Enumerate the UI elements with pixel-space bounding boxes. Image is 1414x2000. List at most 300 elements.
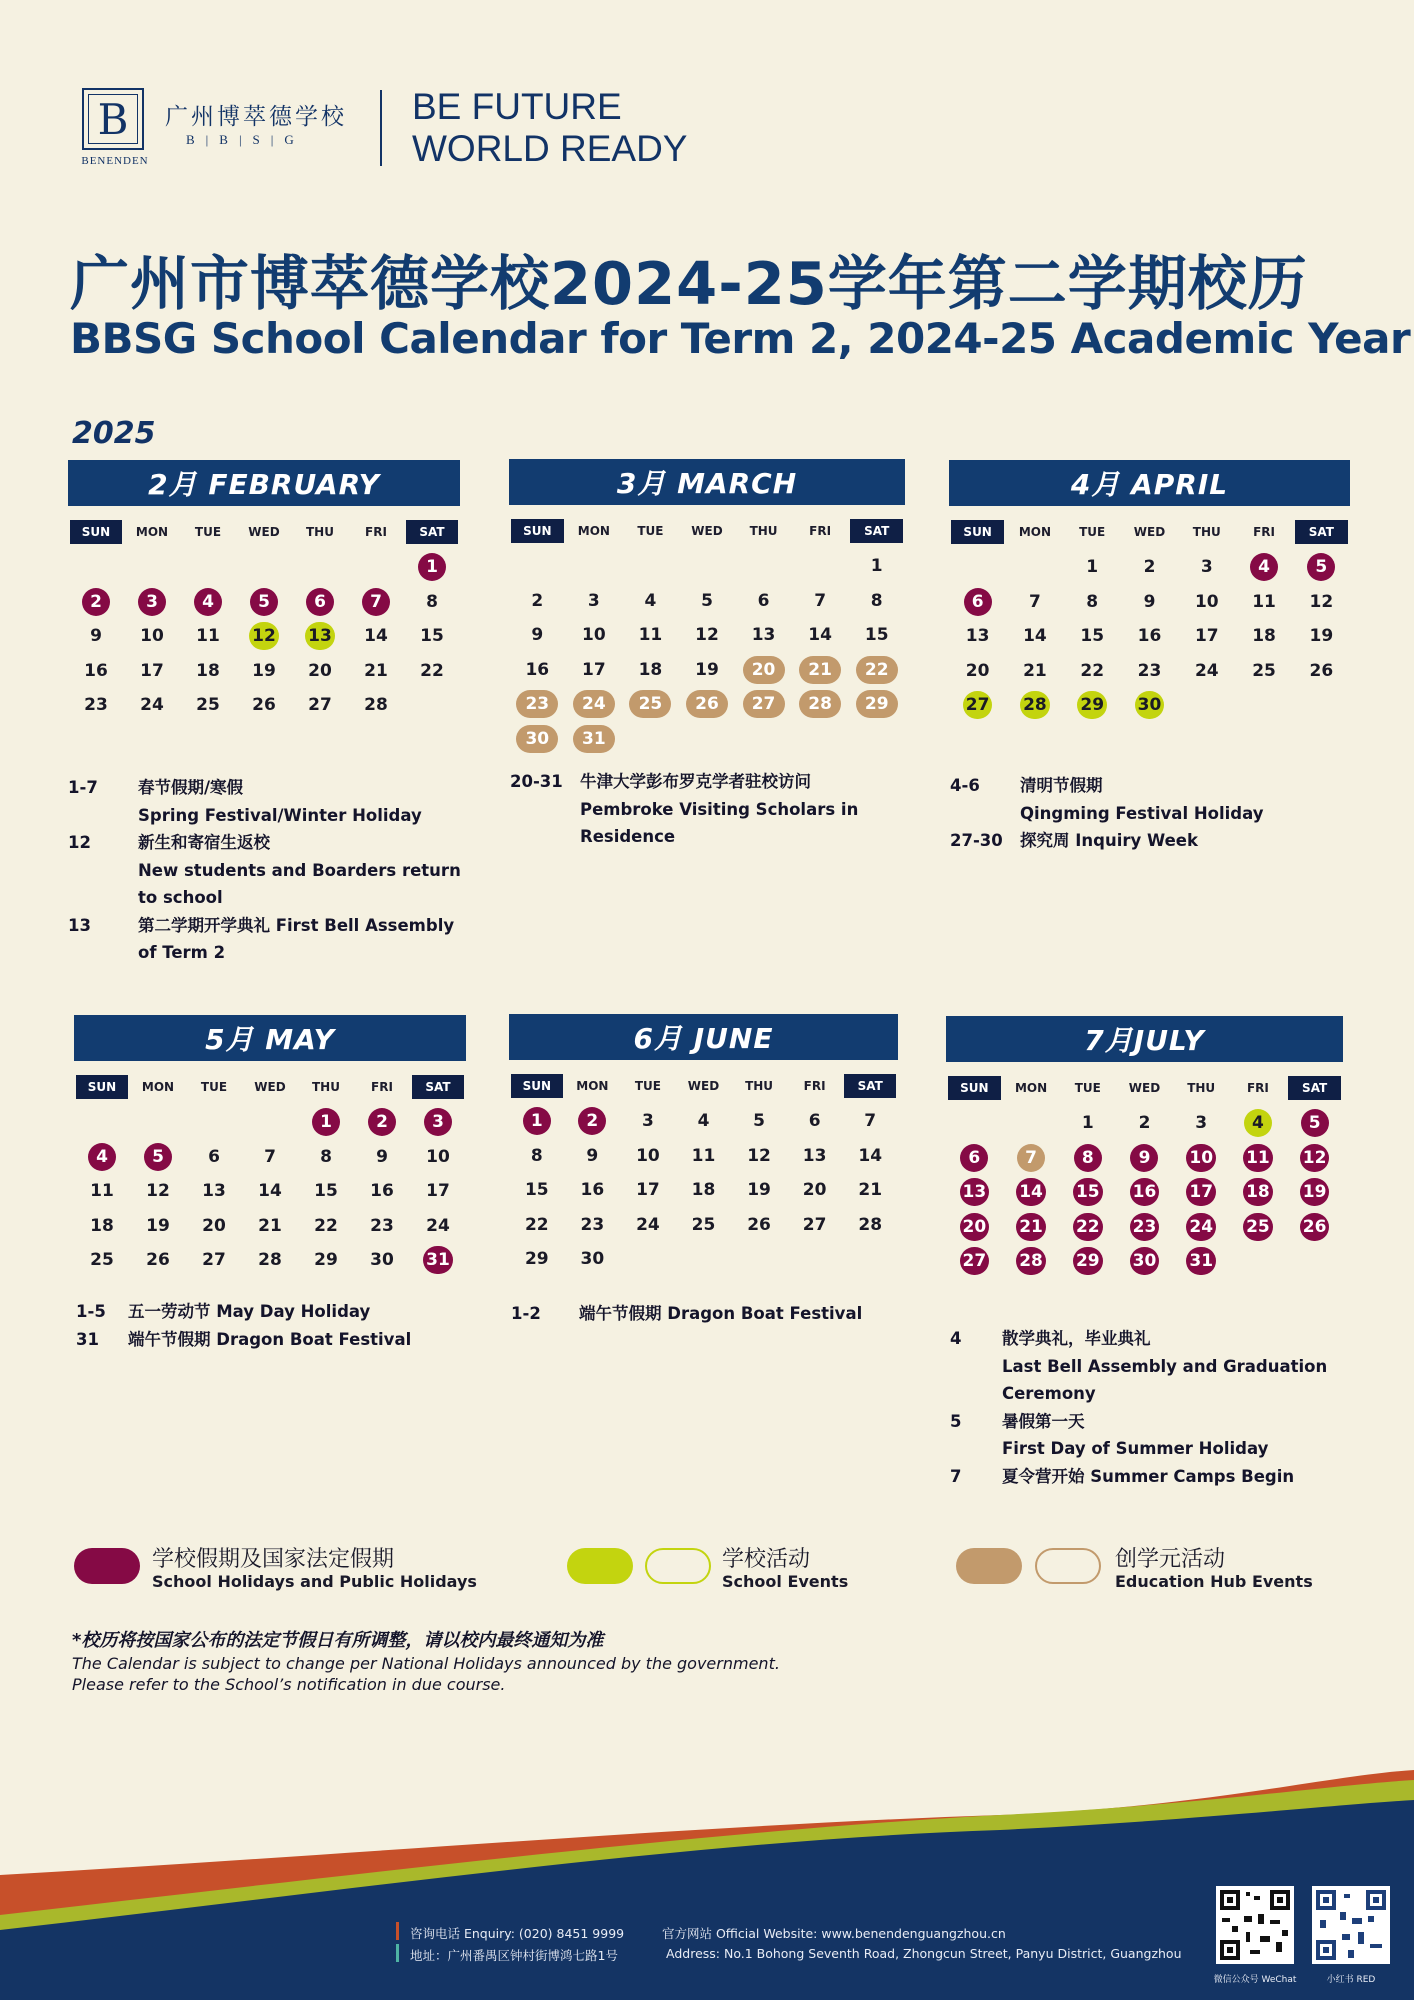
day-number: 17 bbox=[636, 1180, 660, 1201]
day-cell bbox=[124, 654, 180, 689]
day-cell bbox=[186, 1140, 242, 1175]
day-cell bbox=[242, 1243, 298, 1278]
day-cell bbox=[1235, 550, 1292, 585]
weekday-label: MON bbox=[135, 525, 169, 539]
day-cell bbox=[410, 1140, 466, 1175]
day-number: 10 bbox=[1194, 591, 1219, 612]
day-cell bbox=[1064, 585, 1121, 620]
day-number: 17 bbox=[140, 660, 164, 681]
legend-hub-swatch-outline bbox=[1035, 1548, 1101, 1584]
day-cell bbox=[848, 687, 905, 722]
weekday-header bbox=[946, 1076, 1343, 1100]
day-cell bbox=[124, 619, 180, 654]
day-cell bbox=[787, 1208, 843, 1243]
day-number: 23 bbox=[580, 1214, 605, 1235]
note-text bbox=[138, 912, 468, 967]
weekday-label: TUE bbox=[194, 525, 222, 539]
weekday-label: MON bbox=[576, 1079, 609, 1093]
day-number: 8 bbox=[1086, 591, 1099, 612]
day-number: 1 bbox=[1081, 1113, 1094, 1134]
day-cell bbox=[186, 1174, 242, 1209]
day-number: 15 bbox=[1073, 1178, 1103, 1206]
day-number: 20 bbox=[802, 1180, 827, 1201]
legend-holiday-swatch bbox=[74, 1548, 140, 1584]
day-number: 20 bbox=[202, 1215, 226, 1236]
day-cell bbox=[1064, 688, 1121, 723]
day-number: 16 bbox=[1137, 626, 1162, 647]
day-number: 22 bbox=[314, 1215, 338, 1236]
day-number: 2 bbox=[1138, 1113, 1151, 1134]
day-number: 11 bbox=[90, 1181, 114, 1202]
empty-day-cell bbox=[74, 1105, 130, 1140]
weekday-label: FRI bbox=[803, 1079, 826, 1093]
day-cell bbox=[792, 653, 849, 688]
day-number: 30 bbox=[1135, 691, 1165, 719]
day-cell bbox=[679, 687, 736, 722]
day-number: 21 bbox=[858, 1180, 883, 1201]
day-cell bbox=[1235, 619, 1292, 654]
day-number: 31 bbox=[423, 1246, 453, 1274]
day-cell bbox=[842, 1104, 898, 1139]
disclaimer-en bbox=[72, 1653, 780, 1695]
legend-hub-swatch-filled bbox=[956, 1548, 1022, 1584]
day-cell bbox=[298, 1140, 354, 1175]
day-cell bbox=[735, 687, 792, 722]
day-number: 11 bbox=[1252, 591, 1276, 612]
day-cell bbox=[1121, 619, 1178, 654]
weekday-label: SAT bbox=[844, 1074, 896, 1098]
note-line: Qingming Festival Holiday bbox=[1020, 803, 1264, 823]
note-line: Spring Festival/Winter Holiday bbox=[138, 805, 422, 825]
note-date: 5 bbox=[950, 1411, 962, 1431]
weekday-header bbox=[68, 520, 460, 544]
day-number: 28 bbox=[858, 1214, 883, 1235]
empty-day-cell bbox=[236, 550, 292, 585]
day-cell bbox=[1173, 1244, 1230, 1279]
weekday-header bbox=[949, 520, 1350, 544]
day-cell bbox=[130, 1140, 186, 1175]
day-cell bbox=[842, 1208, 898, 1243]
month-april bbox=[949, 460, 1350, 723]
day-cell bbox=[292, 619, 348, 654]
weekday-label: MON bbox=[141, 1080, 175, 1094]
day-number: 29 bbox=[524, 1249, 549, 1270]
weekday-label: SUN bbox=[948, 1076, 1001, 1100]
day-number: 18 bbox=[638, 659, 663, 680]
weekday-label: TUE bbox=[1074, 1081, 1101, 1095]
day-cell bbox=[1116, 1141, 1173, 1176]
note-line: Pembroke Visiting Scholars in Residence bbox=[580, 799, 859, 846]
day-cell bbox=[622, 653, 679, 688]
day-cell bbox=[1116, 1106, 1173, 1141]
weekday-label: MON bbox=[1018, 525, 1052, 539]
day-number: 30 bbox=[1130, 1247, 1160, 1275]
weekday-label: THU bbox=[745, 1079, 774, 1093]
day-cell bbox=[676, 1173, 732, 1208]
day-cell bbox=[946, 1175, 1003, 1210]
day-cell bbox=[1286, 1210, 1343, 1245]
note-date: 27-30 bbox=[950, 831, 1003, 850]
wechat-qr-caption: 微信公众号 WeChat bbox=[1213, 1975, 1297, 1985]
weekday-label: THU bbox=[306, 525, 334, 539]
weekday-label: SAT bbox=[1288, 1076, 1341, 1100]
day-cell bbox=[565, 1104, 621, 1139]
day-number: 5 bbox=[250, 588, 278, 616]
day-number: 2 bbox=[531, 590, 544, 611]
day-cell bbox=[1059, 1175, 1116, 1210]
qr-pattern-icon bbox=[1312, 1886, 1390, 1964]
day-cell bbox=[1286, 1175, 1343, 1210]
day-number: 7 bbox=[864, 1111, 877, 1132]
day-cell bbox=[348, 585, 404, 620]
day-cell bbox=[1230, 1210, 1287, 1245]
day-number: 26 bbox=[1300, 1213, 1330, 1241]
day-number: 17 bbox=[1194, 626, 1219, 647]
red-qr-caption: 小红书 RED bbox=[1326, 1975, 1376, 1985]
day-number: 22 bbox=[1073, 1213, 1103, 1241]
day-number: 16 bbox=[1130, 1178, 1160, 1206]
note-date: 7 bbox=[950, 1466, 962, 1486]
weekday-label: WED bbox=[1128, 1081, 1161, 1095]
day-number: 14 bbox=[858, 1145, 883, 1166]
day-cell bbox=[848, 549, 905, 584]
note-date: 12 bbox=[68, 833, 91, 852]
day-number: 14 bbox=[364, 626, 388, 647]
day-number: 15 bbox=[314, 1181, 338, 1202]
empty-day-cell bbox=[124, 550, 180, 585]
day-number: 30 bbox=[580, 1249, 605, 1270]
weekday-label: SUN bbox=[76, 1075, 128, 1099]
empty-day-cell bbox=[130, 1105, 186, 1140]
day-cell bbox=[348, 688, 404, 723]
day-number: 3 bbox=[1200, 557, 1213, 578]
weekday-label: SAT bbox=[406, 520, 458, 544]
legend-hub-en: Education Hub Events bbox=[1115, 1572, 1313, 1591]
day-cell bbox=[949, 585, 1006, 620]
day-number: 11 bbox=[196, 626, 220, 647]
red-qr-code[interactable] bbox=[1312, 1886, 1390, 1964]
day-number: 31 bbox=[573, 725, 615, 753]
day-number: 28 bbox=[799, 690, 841, 718]
footer-address-en: Address: No.1 Bohong Seventh Road, Zhongcun Street, Panyu District, Guangzhou bbox=[666, 1946, 1182, 1961]
day-cell bbox=[236, 688, 292, 723]
day-cell bbox=[848, 653, 905, 688]
day-cell bbox=[1173, 1210, 1230, 1245]
day-number: 23 bbox=[516, 690, 558, 718]
month-july bbox=[946, 1016, 1343, 1279]
footer-accent-bar-teal bbox=[396, 1944, 399, 1962]
day-number: 10 bbox=[636, 1145, 660, 1166]
calendar-note bbox=[950, 1325, 1350, 1408]
day-cell bbox=[565, 1242, 621, 1277]
day-cell bbox=[1006, 688, 1063, 723]
day-number: 6 bbox=[960, 1144, 988, 1172]
day-number: 25 bbox=[90, 1250, 114, 1271]
day-cell bbox=[622, 618, 679, 653]
day-number: 23 bbox=[84, 695, 108, 716]
day-cell bbox=[620, 1139, 676, 1174]
legend-event-swatch-filled bbox=[567, 1548, 633, 1584]
empty-day-cell bbox=[292, 550, 348, 585]
calendar-note bbox=[68, 912, 468, 967]
footer-website[interactable]: 官方网站 Official Website: www.benendenguangzhou.cn bbox=[662, 1926, 1006, 1941]
day-cell bbox=[566, 653, 623, 688]
calendar-year: 2025 bbox=[72, 416, 156, 451]
day-number: 15 bbox=[420, 626, 444, 647]
day-cell bbox=[68, 619, 124, 654]
day-cell bbox=[74, 1174, 130, 1209]
day-number: 26 bbox=[252, 695, 276, 716]
day-cell bbox=[622, 687, 679, 722]
weekday-label: THU bbox=[749, 524, 778, 538]
day-cell bbox=[354, 1140, 410, 1175]
day-number: 6 bbox=[964, 588, 992, 616]
day-cell bbox=[1003, 1175, 1060, 1210]
day-number: 2 bbox=[82, 588, 110, 616]
day-cell bbox=[1006, 654, 1063, 689]
day-number: 29 bbox=[1073, 1247, 1103, 1275]
day-cell bbox=[509, 687, 566, 722]
note-line: 清明节假期 bbox=[1020, 776, 1103, 795]
month-june bbox=[509, 1014, 898, 1277]
calendar-note bbox=[950, 1463, 1350, 1491]
calendar-note bbox=[76, 1298, 476, 1326]
notes-march bbox=[510, 768, 890, 851]
day-number: 13 bbox=[751, 625, 776, 646]
day-number: 16 bbox=[84, 660, 108, 681]
day-cell bbox=[1178, 619, 1235, 654]
day-cell bbox=[566, 722, 623, 757]
day-number: 31 bbox=[1186, 1247, 1216, 1275]
note-date: 4 bbox=[950, 1329, 962, 1348]
day-cell bbox=[676, 1139, 732, 1174]
day-number: 3 bbox=[642, 1111, 654, 1132]
weekday-label: MON bbox=[577, 524, 610, 538]
empty-day-cell bbox=[946, 1106, 1003, 1141]
day-number: 15 bbox=[1080, 626, 1105, 647]
day-number: 12 bbox=[146, 1181, 170, 1202]
weekday-label: THU bbox=[312, 1080, 340, 1094]
day-number: 26 bbox=[686, 690, 728, 718]
weekday-label: WED bbox=[691, 524, 723, 538]
day-grid bbox=[509, 549, 905, 756]
day-number: 17 bbox=[426, 1181, 450, 1202]
day-cell bbox=[410, 1174, 466, 1209]
day-cell bbox=[1293, 654, 1350, 689]
day-cell bbox=[1230, 1141, 1287, 1176]
day-cell bbox=[565, 1139, 621, 1174]
calendar-note bbox=[950, 1408, 1350, 1463]
day-number: 4 bbox=[1244, 1109, 1272, 1137]
legend-event-swatch-outline bbox=[645, 1548, 711, 1584]
day-cell bbox=[1293, 550, 1350, 585]
day-cell bbox=[566, 618, 623, 653]
empty-day-cell bbox=[1006, 550, 1063, 585]
day-cell bbox=[242, 1209, 298, 1244]
note-text bbox=[1002, 1463, 1350, 1491]
day-cell bbox=[1173, 1175, 1230, 1210]
calendar-note bbox=[68, 829, 468, 912]
empty-day-cell bbox=[622, 549, 679, 584]
day-cell bbox=[1286, 1106, 1343, 1141]
note-date: 13 bbox=[68, 915, 91, 935]
weekday-label: FRI bbox=[1246, 1081, 1269, 1095]
day-number: 25 bbox=[1243, 1213, 1273, 1241]
day-number: 7 bbox=[1029, 591, 1041, 612]
day-cell bbox=[298, 1209, 354, 1244]
day-number: 15 bbox=[524, 1180, 549, 1201]
day-cell bbox=[509, 584, 566, 619]
weekday-label: THU bbox=[1187, 1081, 1216, 1095]
weekday-label: SUN bbox=[951, 520, 1004, 544]
school-abbr: B|B|S|G bbox=[186, 132, 305, 147]
day-number: 7 bbox=[362, 588, 390, 616]
weekday-label: SUN bbox=[511, 519, 564, 543]
day-cell bbox=[242, 1140, 298, 1175]
day-cell bbox=[509, 1104, 565, 1139]
day-number: 20 bbox=[308, 660, 332, 681]
day-cell bbox=[1003, 1244, 1060, 1279]
day-number: 3 bbox=[587, 590, 600, 611]
day-number: 20 bbox=[960, 1213, 990, 1241]
day-cell bbox=[354, 1174, 410, 1209]
day-number: 9 bbox=[376, 1146, 388, 1167]
day-cell bbox=[509, 1139, 565, 1174]
day-number: 23 bbox=[370, 1215, 394, 1236]
day-number: 27 bbox=[308, 695, 332, 716]
day-cell bbox=[1230, 1106, 1287, 1141]
weekday-header bbox=[509, 1074, 898, 1098]
day-number: 5 bbox=[144, 1143, 172, 1171]
day-number: 4 bbox=[1250, 553, 1278, 581]
day-number: 15 bbox=[864, 625, 889, 646]
day-number: 26 bbox=[747, 1214, 771, 1235]
note-line: New students and Boarders return to school bbox=[138, 860, 461, 907]
day-number: 13 bbox=[960, 1178, 990, 1206]
day-cell bbox=[1293, 619, 1350, 654]
day-cell bbox=[1059, 1210, 1116, 1245]
month-title: 4月 APRIL bbox=[949, 460, 1350, 506]
header-divider bbox=[380, 90, 382, 166]
day-cell bbox=[410, 1209, 466, 1244]
note-line: 牛津大学彭布罗克学者驻校访问 bbox=[580, 772, 811, 791]
day-number: 16 bbox=[580, 1180, 605, 1201]
day-number: 8 bbox=[426, 591, 438, 612]
empty-day-cell bbox=[186, 1105, 242, 1140]
day-number: 13 bbox=[802, 1145, 827, 1166]
day-number: 10 bbox=[140, 626, 164, 647]
day-number: 7 bbox=[814, 590, 827, 611]
day-number: 27 bbox=[743, 690, 785, 718]
day-number: 8 bbox=[870, 590, 883, 611]
day-cell bbox=[735, 618, 792, 653]
notes-july bbox=[950, 1325, 1350, 1490]
day-cell bbox=[124, 585, 180, 620]
day-number: 22 bbox=[524, 1214, 549, 1235]
note-date: 1-2 bbox=[511, 1304, 541, 1323]
day-number: 12 bbox=[1300, 1144, 1330, 1172]
day-cell bbox=[354, 1243, 410, 1278]
day-cell bbox=[1121, 550, 1178, 585]
day-number: 27 bbox=[963, 691, 993, 719]
wechat-qr-code[interactable] bbox=[1216, 1886, 1294, 1964]
note-line: 端午节假期 Dragon Boat Festival bbox=[579, 1304, 863, 1323]
day-cell bbox=[236, 654, 292, 689]
day-cell bbox=[679, 584, 736, 619]
day-cell bbox=[1235, 585, 1292, 620]
weekday-label: FRI bbox=[371, 1080, 393, 1094]
day-cell bbox=[410, 1243, 466, 1278]
day-number: 9 bbox=[531, 625, 544, 646]
weekday-label: TUE bbox=[637, 524, 664, 538]
month-title: 5月 MAY bbox=[74, 1015, 466, 1061]
day-number: 26 bbox=[146, 1250, 170, 1271]
empty-day-cell bbox=[792, 549, 849, 584]
note-text bbox=[128, 1326, 476, 1354]
day-cell bbox=[186, 1209, 242, 1244]
day-number: 26 bbox=[1309, 660, 1334, 681]
day-cell bbox=[68, 585, 124, 620]
month-march bbox=[509, 459, 905, 756]
day-number: 1 bbox=[312, 1108, 340, 1136]
day-cell bbox=[787, 1139, 843, 1174]
disclaimer-en-line-1: The Calendar is subject to change per National Holidays announced by the government. bbox=[72, 1654, 780, 1673]
weekday-header bbox=[74, 1075, 466, 1099]
day-cell bbox=[180, 585, 236, 620]
day-number: 30 bbox=[370, 1250, 394, 1271]
school-name-cn: 广州博萃德学校 bbox=[165, 104, 347, 130]
day-cell bbox=[1178, 550, 1235, 585]
day-cell bbox=[1121, 585, 1178, 620]
day-number: 5 bbox=[701, 590, 713, 611]
note-text bbox=[128, 1298, 476, 1326]
weekday-label: WED bbox=[254, 1080, 286, 1094]
day-cell bbox=[1003, 1210, 1060, 1245]
day-cell bbox=[792, 618, 849, 653]
day-cell bbox=[509, 1242, 565, 1277]
day-number: 18 bbox=[691, 1180, 716, 1201]
day-grid bbox=[74, 1105, 466, 1278]
notes-april bbox=[950, 772, 1350, 855]
day-number: 1 bbox=[523, 1107, 551, 1135]
note-line: 第二学期开学典礼 First Bell Assembly of Term 2 bbox=[138, 915, 455, 962]
note-text bbox=[579, 1300, 891, 1328]
day-number: 2 bbox=[1143, 557, 1156, 578]
day-cell bbox=[509, 618, 566, 653]
legend-event-cn: 学校活动 bbox=[722, 1547, 811, 1572]
day-number: 25 bbox=[1252, 660, 1276, 681]
day-number: 27 bbox=[802, 1214, 827, 1235]
day-cell bbox=[404, 654, 460, 689]
day-number: 25 bbox=[691, 1214, 716, 1235]
day-cell bbox=[1059, 1141, 1116, 1176]
day-number: 27 bbox=[960, 1247, 990, 1275]
day-cell bbox=[509, 1173, 565, 1208]
note-line: 散学典礼，毕业典礼 bbox=[1002, 1329, 1151, 1348]
day-number: 12 bbox=[747, 1145, 771, 1166]
day-number: 19 bbox=[252, 660, 276, 681]
day-cell bbox=[731, 1104, 787, 1139]
day-cell bbox=[731, 1208, 787, 1243]
day-cell bbox=[620, 1104, 676, 1139]
day-number: 9 bbox=[90, 626, 102, 647]
day-cell bbox=[620, 1208, 676, 1243]
day-number: 28 bbox=[364, 695, 388, 716]
notes-june bbox=[511, 1300, 891, 1328]
page-title-en: BBSG School Calendar for Term 2, 2024-25 Academic Year bbox=[70, 314, 1411, 363]
day-cell bbox=[565, 1208, 621, 1243]
day-cell bbox=[676, 1208, 732, 1243]
